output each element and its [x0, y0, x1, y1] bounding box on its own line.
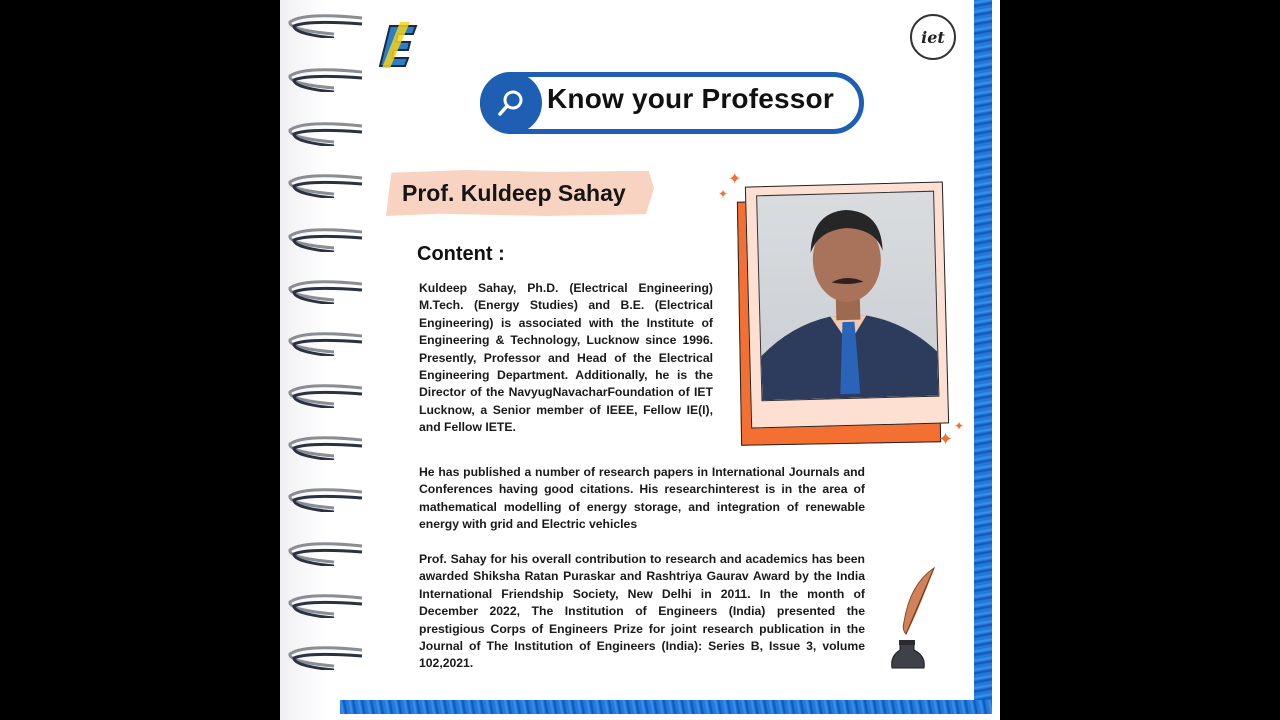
quill-inkpot-icon: [890, 564, 940, 674]
notebook-page: [280, 0, 1000, 720]
professor-photo: [756, 191, 939, 402]
spiral-ring-icon: [284, 540, 364, 566]
spiral-ring-icon: [284, 120, 364, 146]
spiral-ring-icon: [284, 330, 364, 356]
iet-logo: iet: [910, 14, 956, 60]
spiral-ring-icon: [284, 226, 364, 252]
blue-cover-edge-right: [974, 0, 992, 712]
spiral-ring-icon: [284, 644, 364, 670]
spiral-ring-icon: [284, 382, 364, 408]
know-your-professor-banner: [480, 72, 864, 134]
bio-paragraph-3: Prof. Sahay for his overall contribution to research and academics has been awarded Shiksha Ratan Puraskar and Rashtriya Gaurav Award by the India International Friendship Society, New Delhi in 2011. In the month of December 2022, The Institution of Engineers (India) presented the prestigious Corps of Engineers Prize for joint research publication in the Journal of The Institution of Engineers (India): Series B, Issue 3, volume 102,2021.: [419, 552, 865, 671]
search-icon: [496, 88, 526, 118]
spiral-ring-icon: [284, 12, 364, 38]
spiral-ring-icon: [284, 172, 364, 198]
e-logo-icon: [376, 20, 418, 70]
page-title: Know your Professor: [547, 83, 834, 114]
bio-paragraph-1: Kuldeep Sahay, Ph.D. (Electrical Engineering) M.Tech. (Energy Studies) and B.E. (Electrical Engineering) is associated with the Institute of Engineering & Technology, Lucknow since 1996. Presently, Professor and Head of the Electrical Engineering Department. Additionally, he is the Director of the NavyugNavacharFoundation of IET Lucknow, a Senior member of IEEE, Fellow IE(I), and Fellow IETE.: [419, 281, 713, 435]
professor-name: Prof. Kuldeep Sahay: [402, 180, 626, 206]
spiral-ring-icon: [284, 278, 364, 304]
photo-frame: [745, 181, 949, 428]
sparkle-icon: ✦: [954, 419, 965, 433]
sparkle-icon: ✦: [728, 171, 742, 188]
spiral-ring-icon: [284, 486, 364, 512]
sparkle-icon: ✦: [938, 429, 954, 449]
search-icon-badge: [480, 72, 542, 134]
bio-paragraph-2: He has published a number of research papers in International Journals and Conferences having good citations. His researchinterest is in the area of mathematical modelling of energy storage, and integration of renewable energy with grid and Electric vehicles: [419, 465, 865, 532]
spiral-ring-icon: [284, 592, 364, 618]
blue-cover-edge-bottom: [340, 700, 992, 714]
content-heading: Content :: [417, 243, 505, 265]
sparkle-icon: ✦: [718, 187, 729, 201]
professor-portrait-icon: [757, 192, 938, 401]
spiral-ring-icon: [284, 66, 364, 92]
spiral-ring-icon: [284, 434, 364, 460]
